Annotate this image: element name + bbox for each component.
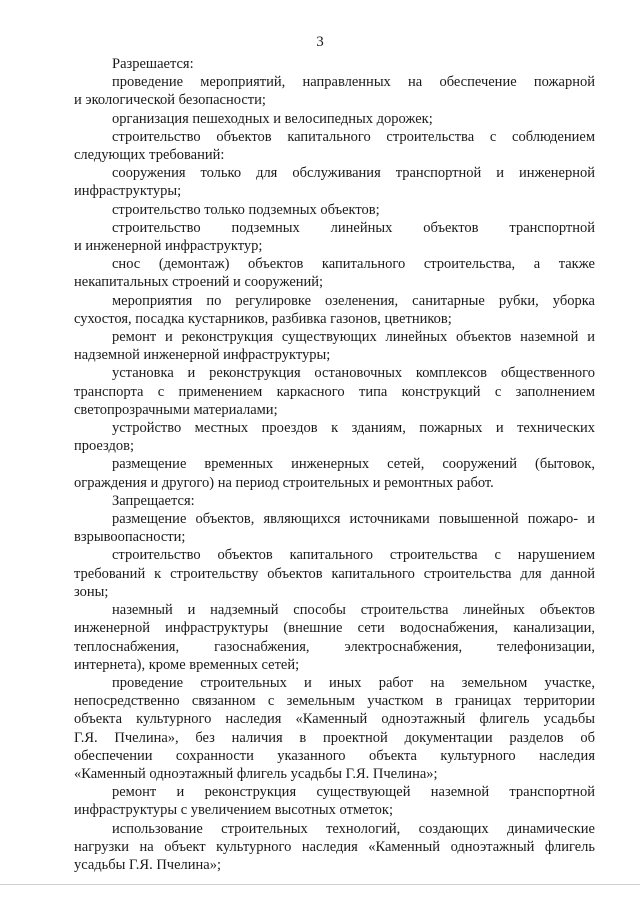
paragraph-line: «Каменный одноэтажный флигель усадьбы Г.Я. Пчелина»; bbox=[74, 765, 438, 782]
paragraph-line: непосредственно связанном с земельным участком в границах территории bbox=[74, 693, 595, 710]
paragraph-line: ремонт и реконструкция существующей наземной транспортной bbox=[112, 784, 595, 801]
paragraph-line: наземный и надземный способы строительства линейных объектов bbox=[112, 602, 595, 619]
paragraph bbox=[74, 201, 595, 219]
paragraph-line: мероприятия по регулировке озеленения, санитарные рубки, уборка bbox=[112, 292, 595, 309]
paragraph-line: требований к строительству объектов капитального строительства для данной bbox=[74, 565, 595, 582]
paragraph-line: инфраструктуры с увеличением высотных отметок; bbox=[74, 802, 393, 819]
paragraph bbox=[74, 292, 595, 328]
paragraph bbox=[74, 419, 595, 455]
paragraph bbox=[74, 674, 595, 783]
paragraph-line: и экологической безопасности; bbox=[74, 92, 266, 109]
paragraph-line: инженерной инфраструктуры (внешние сети водоснабжения, канализации, bbox=[74, 620, 595, 637]
paragraph bbox=[74, 110, 595, 128]
paragraph-line: ремонт и реконструкция существующих линейных объектов наземной и bbox=[112, 329, 595, 346]
paragraph-line: следующих требований: bbox=[74, 147, 225, 164]
document-body bbox=[74, 55, 595, 874]
paragraph bbox=[74, 492, 595, 510]
paragraph bbox=[74, 820, 595, 875]
paragraph-line: некапитальных строений и сооружений; bbox=[74, 274, 324, 291]
paragraph-line: ограждения и другого) на период строительных и ремонтных работ. bbox=[74, 474, 494, 491]
paragraph-line: Г.Я. Пчелина», без наличия в проектной документации разделов об bbox=[74, 729, 595, 746]
paragraph-line: снос (демонтаж) объектов капитального строительства, а также bbox=[112, 256, 595, 273]
paragraph-line: сооружения только для обслуживания транспортной и инженерной bbox=[112, 165, 595, 182]
paragraph-line: проведение строительных и иных работ на земельном участке, bbox=[112, 674, 595, 691]
paragraph-line: надземной инженерной инфраструктуры; bbox=[74, 347, 331, 364]
paragraph-line: Запрещается: bbox=[112, 492, 195, 509]
paragraph-line: транспорта с применением каркасного типа конструкций с заполнением bbox=[74, 383, 595, 400]
paragraph bbox=[74, 364, 595, 419]
paragraph bbox=[74, 73, 595, 109]
paragraph-line: сухостоя, посадка кустарников, разбивка газонов, цветников; bbox=[74, 310, 452, 327]
paragraph-line: использование строительных технологий, создающих динамические bbox=[112, 820, 595, 837]
paragraph bbox=[74, 783, 595, 819]
page-bottom-edge bbox=[0, 884, 640, 885]
paragraph bbox=[74, 601, 595, 674]
paragraph-line: строительство только подземных объектов; bbox=[112, 201, 380, 218]
paragraph-line: интернета), кроме временных сетей; bbox=[74, 656, 300, 673]
paragraph bbox=[74, 455, 595, 491]
paragraph bbox=[74, 164, 595, 200]
paragraph-line: и инженерной инфраструктур; bbox=[74, 238, 263, 255]
paragraph bbox=[74, 219, 595, 255]
paragraph bbox=[74, 546, 595, 601]
paragraph-line: усадьбы Г.Я. Пчелина»; bbox=[74, 856, 221, 873]
paragraph-line: установка и реконструкция остановочных комплексов общественного bbox=[112, 365, 595, 382]
paragraph-line: организация пешеходных и велосипедных дорожек; bbox=[112, 110, 433, 127]
paragraph-line: строительство объектов капитального строительства с соблюдением bbox=[112, 128, 595, 145]
paragraph-line: размещение объектов, являющихся источниками повышенной пожаро- и bbox=[112, 511, 595, 528]
paragraph-line: проведение мероприятий, направленных на обеспечение пожарной bbox=[112, 74, 595, 91]
paragraph bbox=[74, 255, 595, 291]
paragraph bbox=[74, 128, 595, 164]
paragraph-line: устройство местных проездов к зданиям, пожарных и технических bbox=[112, 420, 595, 437]
page-number: 3 bbox=[316, 34, 324, 50]
paragraph-line: инфраструктуры; bbox=[74, 183, 182, 200]
paragraph-line: зоны; bbox=[74, 583, 109, 600]
paragraph-line: нагрузки на объект культурного наследия «Каменный одноэтажный флигель bbox=[74, 838, 595, 855]
paragraph-line: взрывоопасности; bbox=[74, 529, 186, 546]
paragraph-line: строительство объектов капитального строительства с нарушением bbox=[112, 547, 595, 564]
paragraph bbox=[74, 328, 595, 364]
paragraph-line: строительство подземных линейных объектов транспортной bbox=[112, 219, 595, 236]
paragraph-line: теплоснабжения, газоснабжения, электроснабжения, телефонизации, bbox=[74, 638, 595, 655]
paragraph-line: Разрешается: bbox=[112, 56, 194, 72]
paragraph-line: проездов; bbox=[74, 438, 135, 455]
paragraph-line: обеспечении сохранности указанного объекта культурного наследия bbox=[74, 747, 595, 764]
paragraph-line: размещение временных инженерных сетей, сооружений (бытовок, bbox=[112, 456, 595, 473]
paragraph bbox=[74, 510, 595, 546]
paragraph bbox=[74, 55, 595, 73]
paragraph-line: светопрозрачными материалами; bbox=[74, 401, 278, 418]
paragraph-line: объекта культурного наследия «Каменный одноэтажный флигель усадьбы bbox=[74, 711, 595, 728]
